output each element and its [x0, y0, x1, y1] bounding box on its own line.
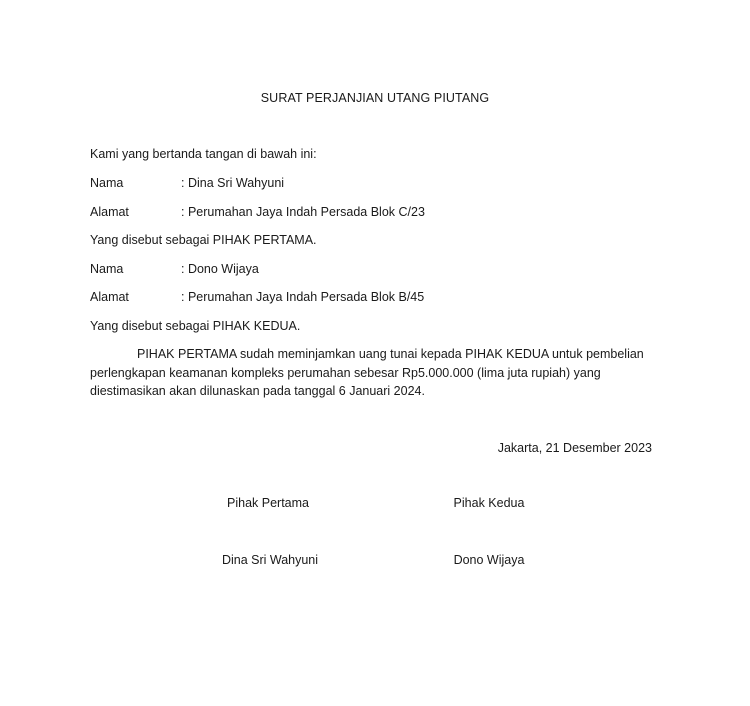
party1-name-label: Nama — [90, 176, 124, 190]
place-date: Jakarta, 21 Desember 2023 — [497, 441, 652, 455]
signature-right-name: Dono Wijaya — [453, 553, 525, 567]
party1-address-value: : Perumahan Jaya Indah Persada Blok C/23 — [181, 205, 425, 219]
signature-left-name: Dina Sri Wahyuni — [221, 553, 319, 567]
party2-name-label: Nama — [90, 262, 124, 276]
party1-address-label: Alamat — [90, 205, 129, 219]
signature-right-role: Pihak Kedua — [453, 496, 525, 510]
party1-name-value: : Dina Sri Wahyuni — [181, 176, 285, 190]
party1-designation: Yang disebut sebagai PIHAK PERTAMA. — [90, 233, 317, 247]
party2-address-label: Alamat — [90, 290, 129, 304]
party2-name-value: : Dono Wijaya — [181, 262, 259, 276]
party2-designation: Yang disebut sebagai PIHAK KEDUA. — [90, 319, 301, 333]
body-paragraph: PIHAK PERTAMA sudah meminjamkan uang tunai kepada PIHAK KEDUA untuk pembelian perlengkapan keamanan kompleks perumahan sebesar Rp5.000.000 (lima juta rupiah) yang diestimasikan akan dilunaskan pada tanggal 6 Januari 2024. — [90, 347, 644, 398]
signature-left-role: Pihak Pertama — [227, 496, 309, 510]
intro-text: Kami yang bertanda tangan di bawah ini: — [90, 147, 317, 161]
document-title: SURAT PERJANJIAN UTANG PIUTANG — [260, 91, 490, 105]
party2-address-value: : Perumahan Jaya Indah Persada Blok B/45 — [181, 290, 425, 304]
